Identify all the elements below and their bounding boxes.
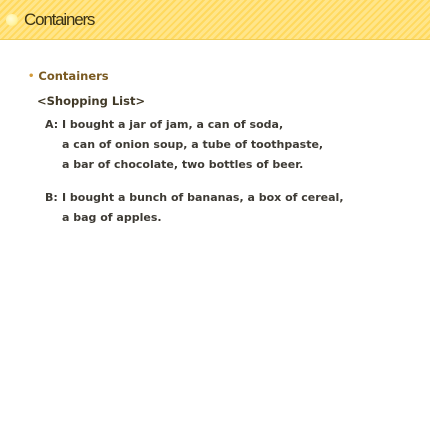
dialogue-a-text-3: a bar of chocolate, two bottles of beer. [62,158,304,171]
speaker-a-label: A: [45,118,59,131]
dialogue-b-line-1 [45,190,344,206]
dialogue-b-text-1: I bought a bunch of bananas, a box of cereal, [62,191,344,204]
bullet-icon: • [28,71,35,82]
dialogue-b-text-2: a bag of apples. [62,211,162,224]
dialogue-a-line-1 [45,117,283,133]
dialogue-a-line-3 [62,157,303,173]
dialogue-a-text-1: I bought a jar of jam, a can of soda, [62,118,284,131]
dialogue-a-line-2 [62,137,323,153]
dialogue-b-line-2 [62,210,162,226]
page-title: Containers [24,10,95,29]
title-bar [0,0,430,40]
title-dot-icon [6,14,18,26]
section-heading [28,68,109,86]
dialogue-a-text-2: a can of onion soup, a tube of toothpaste, [62,138,324,151]
section-heading-text: Containers [38,69,109,83]
speaker-b-label: B: [45,191,58,204]
shopping-list-title: <Shopping List> [37,94,146,108]
